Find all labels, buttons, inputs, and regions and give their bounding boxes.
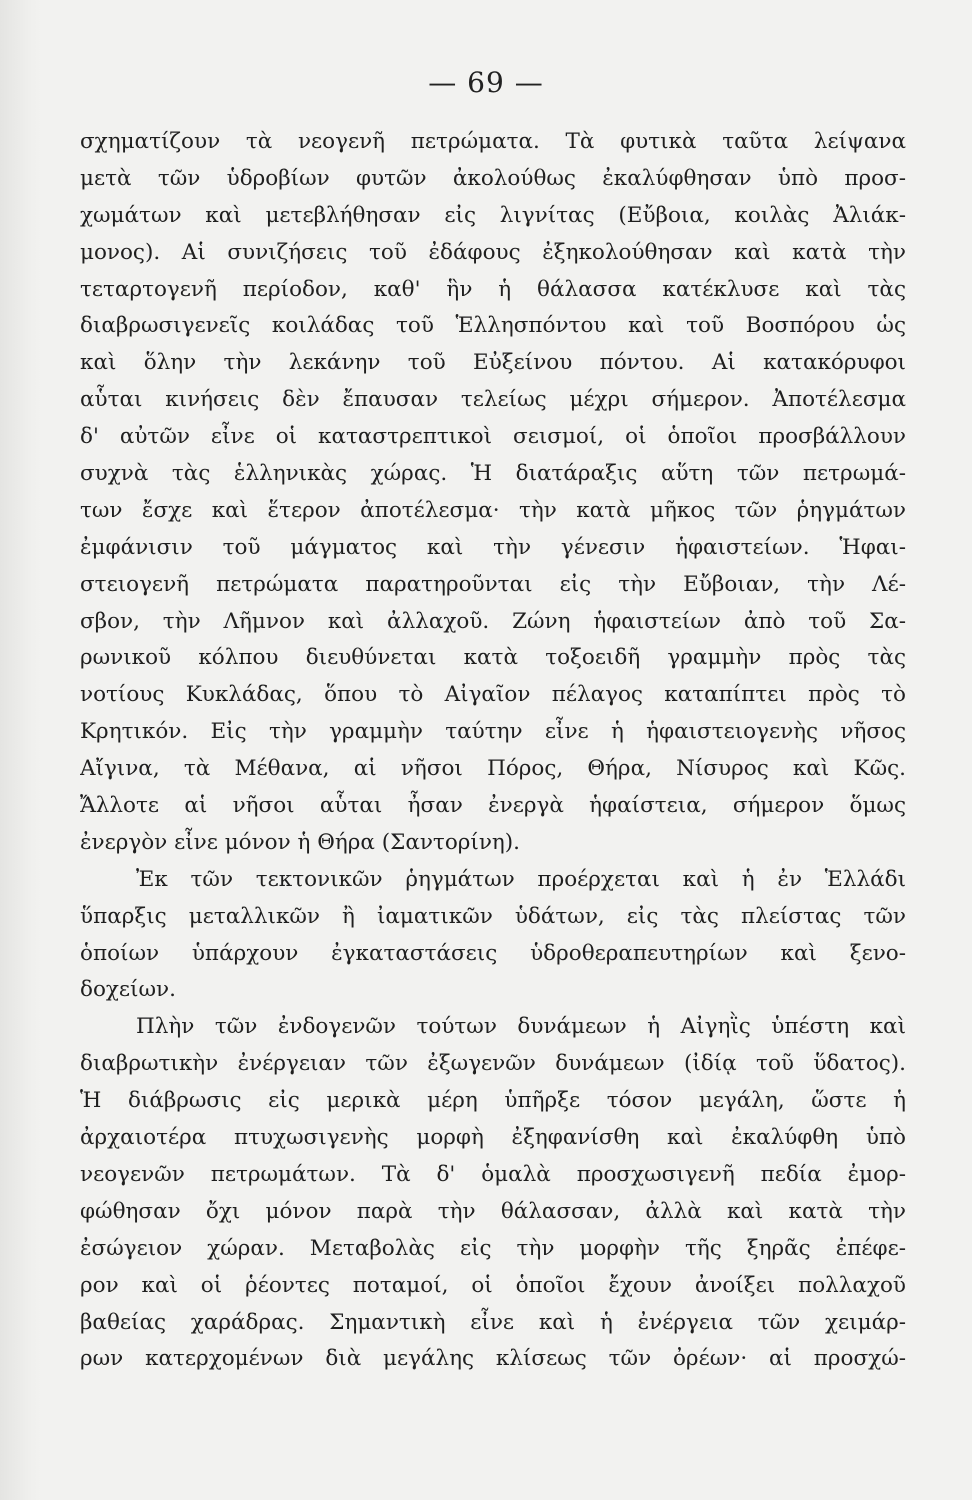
paragraph-start-line: Πλὴν τῶν ἐνδογενῶν τούτων δυνάμεων ἡ Αἰγηῒς ὑπέστη καὶ — [136, 1014, 906, 1040]
text-line: χωμάτων καὶ μετεβλήθησαν εἰς λιγνίτας (Εὔβοια, κοιλὰς Ἀλιάκ- — [80, 202, 906, 228]
text-line: διαβρωσιγενεῖς κοιλάδας τοῦ Ἑλλησπόντου καὶ τοῦ Βοσπόρου ὡς — [80, 313, 906, 339]
text-line: δοχείων. — [80, 977, 176, 1003]
text-line: φώθησαν ὄχι μόνον παρὰ τὴν θάλασσαν, ἀλλὰ καὶ κατὰ τὴν — [80, 1198, 906, 1224]
paragraph-start-line: Ἐκ τῶν τεκτονικῶν ῥηγμάτων προέρχεται καὶ ἡ ἐν Ἑλλάδι — [136, 866, 906, 892]
text-line: ρων κατερχομένων διὰ μεγάλης κλίσεως τῶν ὀρέων· αἱ προσχώ- — [80, 1346, 906, 1372]
text-line: ἐνεργὸν εἶνε μόνον ἡ Θήρα (Σαντορίνη). — [80, 829, 521, 855]
text-line: Ἄλλοτε αἱ νῆσοι αὗται ἦσαν ἐνεργὰ ἡφαίστεια, σήμερον ὅμως — [80, 793, 906, 819]
text-line: αὗται κινήσεις δὲν ἔπαυσαν τελείως μέχρι σήμερον. Ἀποτέλεσμα — [80, 387, 906, 413]
text-line: των ἔσχε καὶ ἕτερον ἀποτέλεσμα· τὴν κατὰ μῆκος τῶν ῥηγμάτων — [80, 497, 906, 523]
text-line: σβον, τὴν Λῆμνον καὶ ἀλλαχοῦ. Ζώνη ἡφαιστείων ἀπὸ τοῦ Σα- — [80, 608, 906, 634]
binding-shadow — [0, 0, 42, 1500]
text-line: νεογενῶν πετρωμάτων. Τὰ δ' ὁμαλὰ προσχωσιγενῆ πεδία ἐμορ- — [80, 1161, 906, 1187]
text-line: στειογενῆ πετρώματα παρατηροῦνται εἰς τὴν Εὔβοιαν, τὴν Λέ- — [80, 571, 906, 597]
text-line: τεταρτογενῆ περίοδον, καθ' ἣν ἡ θάλασσα κατέκλυσε καὶ τὰς — [80, 276, 906, 302]
text-line: ὁποίων ὑπάρχουν ἐγκαταστάσεις ὑδροθεραπευτηρίων καὶ ξενο- — [80, 940, 906, 966]
text-line: μετὰ τῶν ὑδροβίων φυτῶν ἀκολούθως ἐκαλύφθησαν ὑπὸ προσ- — [80, 165, 906, 191]
text-line: βαθείας χαράδρας. Σημαντικὴ εἶνε καὶ ἡ ἐνέργεια τῶν χειμάρ- — [80, 1309, 906, 1335]
page-number: — 69 — — [428, 66, 544, 99]
text-line: ὕπαρξις μεταλλικῶν ἢ ἰαματικῶν ὑδάτων, εἰς τὰς πλείστας τῶν — [80, 903, 906, 929]
text-line: καὶ ὅλην τὴν λεκάνην τοῦ Εὐξείνου πόντου. Αἱ κατακόρυφοι — [80, 350, 906, 376]
text-line: ἐμφάνισιν τοῦ μάγματος καὶ τὴν γένεσιν ἡφαιστείων. Ἡφαι- — [80, 534, 906, 560]
text-line: μονος). Αἱ συνιζήσεις τοῦ ἐδάφους ἐξηκολούθησαν καὶ κατὰ τὴν — [80, 239, 906, 265]
text-line: συχνὰ τὰς ἑλληνικὰς χώρας. Ἡ διατάραξις αὕτη τῶν πετρωμά- — [80, 461, 906, 487]
text-line: ἐσώγειον χώραν. Μεταβολὰς εἰς τὴν μορφὴν τῆς ξηρᾶς ἐπέφε- — [80, 1235, 906, 1261]
text-line: διαβρωτικὴν ἐνέργειαν τῶν ἐξωγενῶν δυνάμεων (ἰδίᾳ τοῦ ὕδατος). — [80, 1051, 906, 1077]
text-line: δ' αὐτῶν εἶνε οἱ καταστρεπτικοὶ σεισμοί, οἱ ὁποῖοι προσβάλλουν — [80, 424, 906, 450]
text-line: ρον καὶ οἱ ῥέοντες ποταμοί, οἱ ὁποῖοι ἔχουν ἀνοίξει πολλαχοῦ — [80, 1272, 906, 1298]
text-line: Κρητικόν. Εἰς τὴν γραμμὴν ταύτην εἶνε ἡ ἡφαιστειογενὴς νῆσος — [80, 719, 906, 745]
text-line: ἀρχαιοτέρα πτυχωσιγενὴς μορφὴ ἐξηφανίσθη καὶ ἐκαλύφθη ὑπὸ — [80, 1125, 906, 1151]
text-line: Αἴγινα, τὰ Μέθανα, αἱ νῆσοι Πόρος, Θήρα, Νίσυρος καὶ Κῶς. — [80, 756, 906, 782]
text-line: σχηματίζουν τὰ νεογενῆ πετρώματα. Τὰ φυτικὰ ταῦτα λείψανα — [80, 129, 906, 154]
text-line: νοτίους Κυκλάδας, ὅπου τὸ Αἰγαῖον πέλαγος καταπίπτει πρὸς τὸ — [80, 682, 906, 708]
text-line: Ἡ διάβρωσις εἰς μερικὰ μέρη ὑπῆρξε τόσον μεγάλη, ὥστε ἡ — [80, 1088, 906, 1114]
body-text — [80, 124, 906, 1378]
text-line: ρωνικοῦ κόλπου διευθύνεται κατὰ τοξοειδῆ γραμμὴν πρὸς τὰς — [80, 645, 906, 671]
